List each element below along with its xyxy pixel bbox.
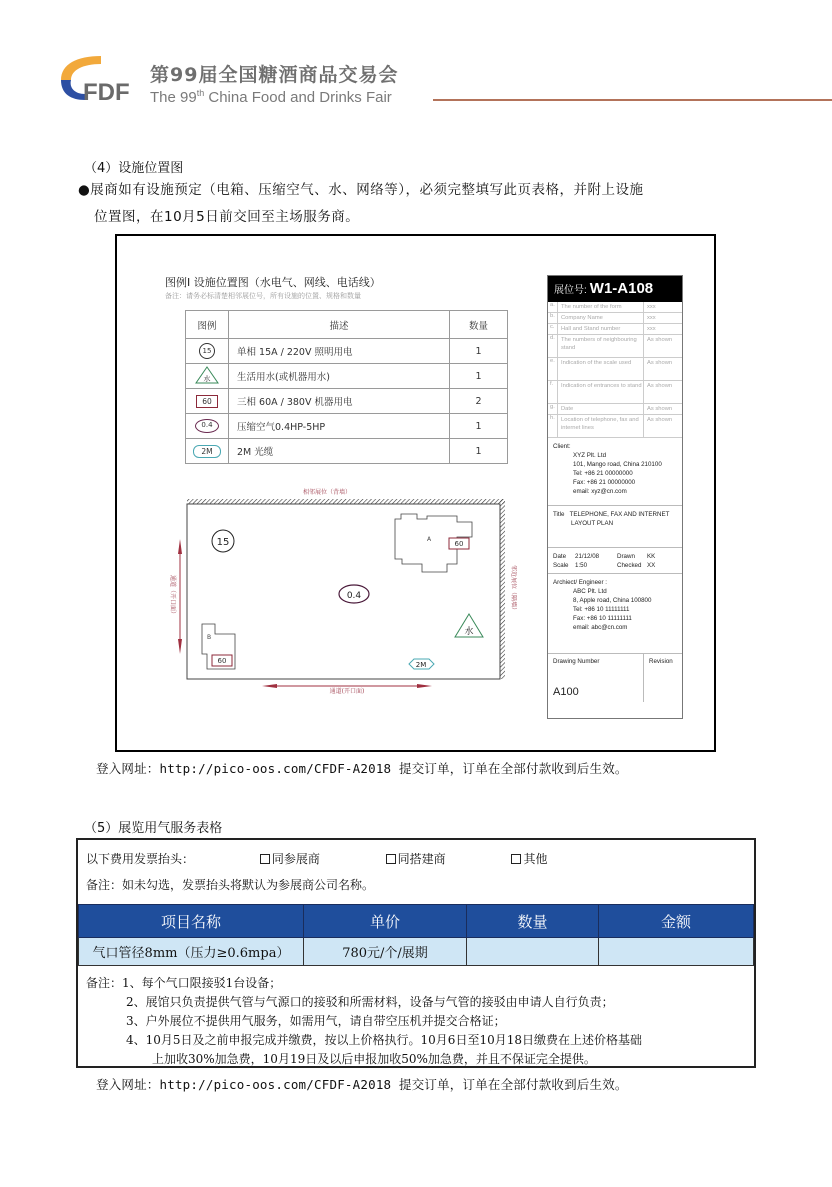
plan-15-symbol: 15 <box>216 537 230 548</box>
invoice-option-exhibitor[interactable]: 同参展商 <box>260 850 382 867</box>
invoice-option-builder[interactable]: 同搭建商 <box>386 850 508 867</box>
legend-row <box>186 389 508 414</box>
legend-qty: 1 <box>450 339 508 364</box>
checkbox[interactable] <box>511 854 521 864</box>
section-4-title: （4）设施位置图 <box>84 161 184 176</box>
facility-layout-drawing <box>115 234 716 752</box>
legend-desc: 三相 60A / 380V 机器用电 <box>229 389 450 414</box>
remark-1: 1、每个气口限接驳1台设备； <box>122 976 282 990</box>
legend-row <box>186 339 508 364</box>
drawing-number: A100 <box>553 686 579 698</box>
remark-4: 4、10月5日及之前申报完成并缴费，按以上价格执行。10月6日至10月18日缴费在上述价格基础 <box>126 1033 642 1047</box>
gas-remarks: 备注：1、每个气口限接驳1台设备； 2、展馆只负责提供气管与气源口的接驳和所需材料，设备与气管的接驳由申请人自行负责； 3、户外展位不提供用气服务，如需用气，请自带空压机并提交合格证； 4、10月5日及之前申报完成并缴费，按以上价格执行。10月6日至10月18日缴费在上述价格基础 上加收30%加急费，10月19日及以后申报加收50%加急费，并且不保证完全提供。 <box>86 974 642 1069</box>
gas-price-table <box>78 904 754 966</box>
remark-4-cont: 上加收30%加急费，10月19日及以后申报加收50%加急费，并且不保证完全提供。 <box>152 1052 596 1066</box>
client-info: Client: XYZ Plt. Ltd 101, Mango road, China 210100 Tel: +86 21 00000000 Fax: +86 21 00000000 email: xyz@cn.com <box>548 438 682 506</box>
invoice-note: 备注：如未勾选，发票抬头将默认为参展商公司名称。 <box>86 878 375 892</box>
remark-2: 2、展馆只负责提供气管与气源口的接驳和所需材料，设备与气管的接驳由申请人自行负责； <box>126 995 614 1009</box>
header-title-en: The 99th China Food and Drinks Fair <box>150 88 392 106</box>
water-icon <box>194 365 220 385</box>
legend-qty: 1 <box>450 439 508 464</box>
architect-info: Archiect/ Engineer : ABC Plt. Ltd 8, Apple road, China 100800 Tel: +86 10 11111111 Fax: +86 10 11111111 email: abc@cn.com <box>548 574 682 654</box>
invoice-option-other[interactable]: 其他 <box>511 850 547 867</box>
plan-left-label: 通道（开口面） <box>169 574 176 618</box>
section-5-title: （5）展览用气服务表格 <box>84 821 223 836</box>
power-15a-icon: 15 <box>199 343 215 359</box>
area-a-label: A <box>427 536 432 543</box>
legend-row <box>186 439 508 464</box>
drawing-title-block <box>547 275 683 719</box>
plan-60-b: 60 <box>217 657 227 665</box>
unit-price-cell: 780元/个/展期 <box>304 938 467 966</box>
legend-row <box>186 414 508 439</box>
plan-water-symbol: 水 <box>464 627 474 637</box>
table-row <box>79 938 754 966</box>
date-scale-info: Date 21/12/08 Drawn KK Scale 1:50 Checked XX <box>548 548 682 574</box>
invoice-label: 以下费用发票抬头： <box>86 852 195 866</box>
remark-3: 3、户外展位不提供用气服务，如需用气，请自带空压机并提交合格证； <box>126 1014 506 1028</box>
col-unit-price: 单价 <box>304 905 467 938</box>
cfdf-logo <box>55 50 145 105</box>
col-quantity: 数量 <box>467 905 599 938</box>
plan-2m-symbol: 2M <box>415 661 427 669</box>
compressed-air-icon: 0.4 <box>195 419 219 433</box>
form-checklist: a. The number of the form xxx b. Company Name xxx c. Hall and Stand number xxx d. The numbers of neighbouring stand As shown e. Indication of the scale used As shown f. Indication of entrances to stand As shown g. Date As shown h. Location of telephone, fax and internet lines As shown <box>548 302 682 438</box>
legend-desc: 2M 光缆 <box>229 439 450 464</box>
floor-plan <box>157 484 517 694</box>
legend-row <box>186 364 508 389</box>
header-divider <box>433 99 832 101</box>
plan-bottom-label: 通道(开口面) <box>329 688 365 694</box>
section-4-instruction-line1: ●展商如有设施预定（电箱、压缩空气、水、网络等），必须完整填写此页表格，并附上设施 <box>78 182 644 198</box>
header-title-cn: 第99届全国糖酒商品交易会 <box>150 64 399 86</box>
fiber-cable-icon: 2M <box>193 445 221 458</box>
quantity-input-cell[interactable] <box>467 938 599 966</box>
back-wall <box>187 499 505 504</box>
col-item-name: 项目名称 <box>79 905 304 938</box>
login-url-note-2: 登入网址：http://pico-oos.com/CFDF-A2018 提交订单，订单在全部付款收到后生效。 <box>96 1077 628 1092</box>
legend-header-symbol: 图例 <box>186 311 229 339</box>
legend-qty: 1 <box>450 414 508 439</box>
amount-input-cell[interactable] <box>599 938 754 966</box>
booth-number: W1-A108 <box>589 280 654 297</box>
login-url-note: 登入网址：http://pico-oos.com/CFDF-A2018 提交订单，订单在全部付款收到后生效。 <box>96 761 628 776</box>
drawing-number-block: Drawing Number A100 Revision <box>548 654 682 702</box>
legend-desc: 生活用水(或机器用水) <box>229 364 450 389</box>
side-wall <box>500 499 505 679</box>
plan-air-symbol: 0.4 <box>346 591 362 601</box>
legend-header-qty: 数量 <box>450 311 508 339</box>
logo-text: FDF <box>83 79 130 105</box>
legend-note: 备注：请务必标清楚相邻展位号，所有设施的位置、规格和数量 <box>165 292 361 300</box>
plan-right-label: 邻近展位（隔墙） <box>510 564 517 614</box>
legend-header-desc: 描述 <box>229 311 450 339</box>
checkbox[interactable] <box>260 854 270 864</box>
area-b-label: B <box>207 634 212 641</box>
svg-text:水: 水 <box>203 374 211 383</box>
drawing-title: Title TELEPHONE, FAX AND INTERNET LAYOUT PLAN <box>548 506 682 548</box>
legend-qty: 1 <box>450 364 508 389</box>
section-4-instruction-line2: 位置图，在10月5日前交回至主场服务商。 <box>94 209 360 225</box>
legend-desc: 压缩空气0.4HP-5HP <box>229 414 450 439</box>
booth-number-header: 展位号: W1-A108 <box>548 276 682 302</box>
power-60a-icon: 60 <box>196 395 218 408</box>
item-name-cell: 气口管径8mm（压力≥0.6mpa） <box>79 938 304 966</box>
plan-top-label: 相邻展位（背墙） <box>302 489 352 496</box>
invoice-title-row <box>86 850 548 867</box>
legend-desc: 单相 15A / 220V 照明用电 <box>229 339 450 364</box>
legend-title: 图例I 设施位置图（水电气、网线、电话线） <box>165 276 381 289</box>
legend-table <box>185 310 508 464</box>
gas-service-form <box>76 838 756 1068</box>
checkbox[interactable] <box>386 854 396 864</box>
col-amount: 金额 <box>599 905 754 938</box>
plan-60-a: 60 <box>454 540 464 548</box>
legend-qty: 2 <box>450 389 508 414</box>
